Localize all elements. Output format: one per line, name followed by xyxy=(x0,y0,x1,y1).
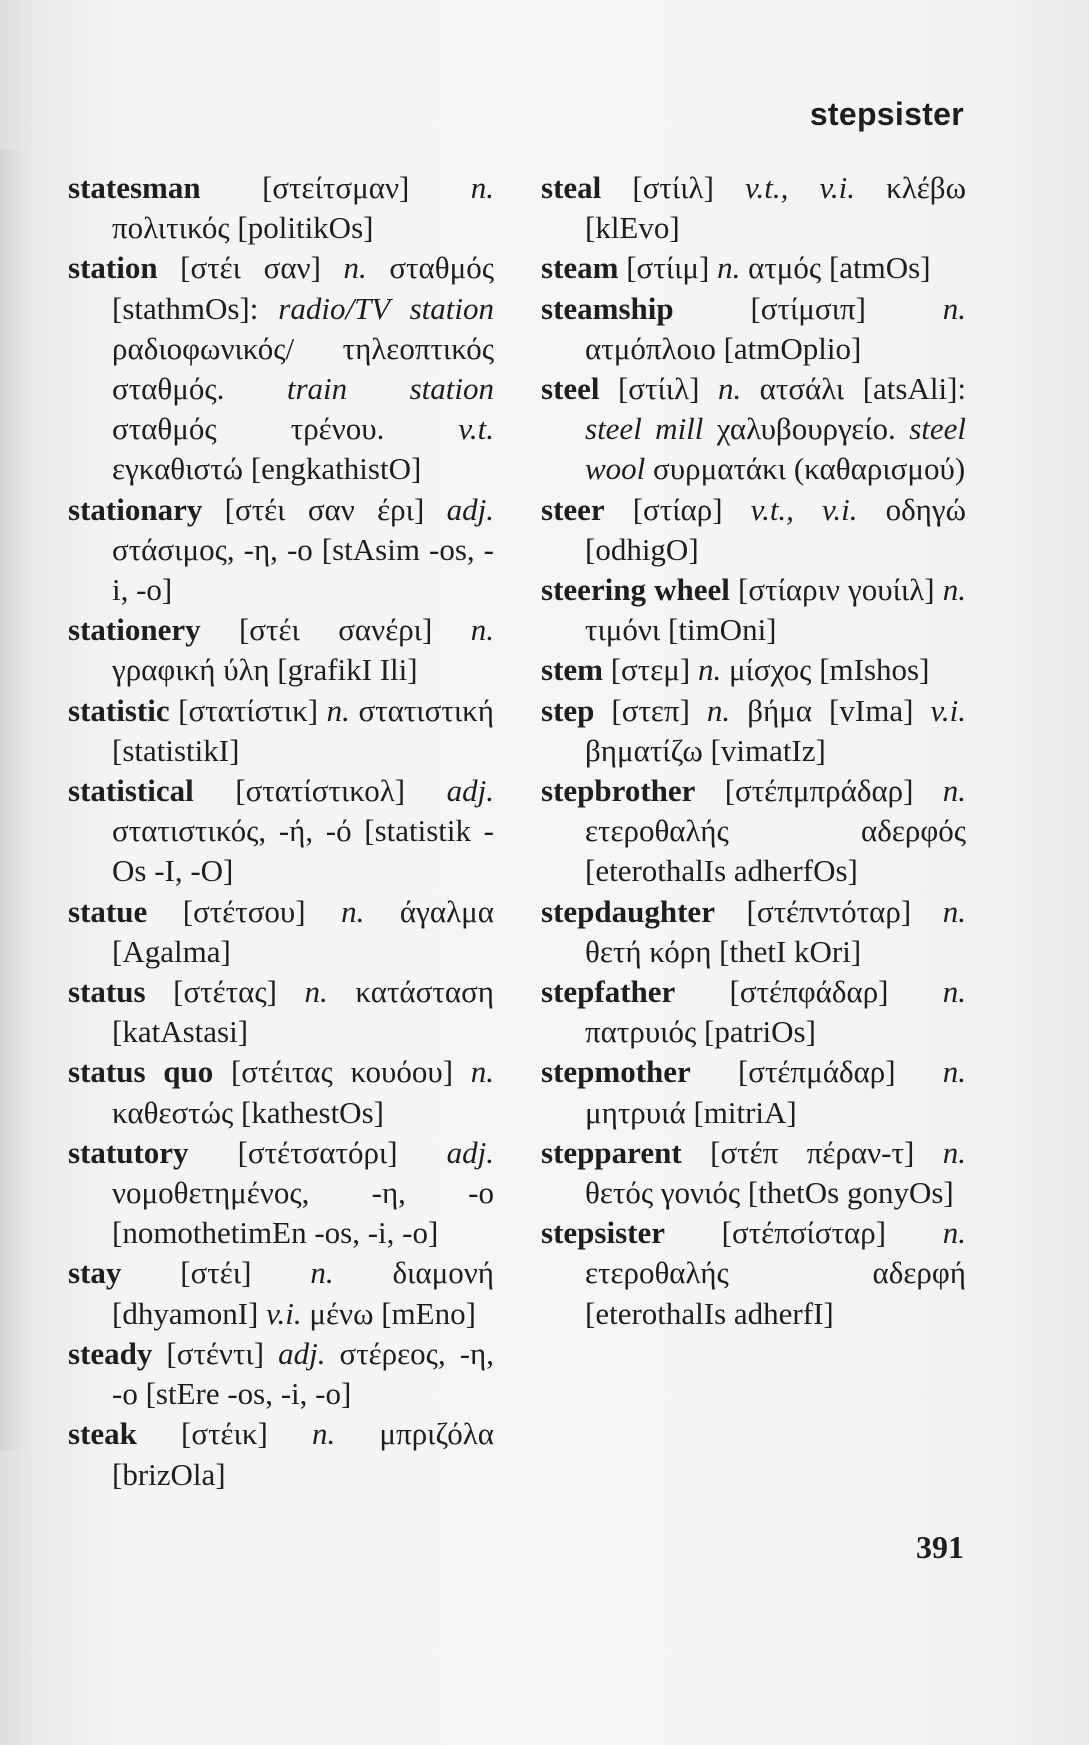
entry-headword: statutory xyxy=(68,1134,189,1170)
entry-italic-text: train station xyxy=(286,371,494,407)
page-number: 391 xyxy=(916,1529,964,1565)
dictionary-entry xyxy=(68,490,494,611)
entry-text: μένω [mEno] xyxy=(301,1295,476,1331)
entry-headword: steak xyxy=(68,1416,137,1452)
entry-text: [στίμσιπ] xyxy=(673,290,943,326)
entry-text: [στίιλ] xyxy=(601,170,746,205)
entry-text: [στέπντόταρ] xyxy=(714,893,943,929)
dictionary-entry xyxy=(541,490,966,570)
entry-text: σταθμός [stathmOs]: xyxy=(112,250,494,326)
entry-italic-text: n. xyxy=(470,1054,494,1090)
entry-headword: steam xyxy=(541,250,619,286)
dictionary-entry xyxy=(541,650,966,690)
entry-italic-text: n. xyxy=(697,652,722,688)
entry-italic-text: n. xyxy=(942,572,967,608)
entry-text: γραφική ύλη [grafikI Ili] xyxy=(112,652,418,688)
entry-text: στέρεος, -η, -ο [stEre -os, -i, -o] xyxy=(112,1335,494,1412)
entry-headword: stepdaughter xyxy=(541,893,715,929)
dictionary-entry xyxy=(541,289,966,369)
entry-text: διαμονή [dhyamonI] xyxy=(112,1255,494,1331)
entry-italic-text: n. xyxy=(326,692,350,728)
entry-text: [στίαριν γουίιλ] xyxy=(729,572,943,608)
dictionary-entry xyxy=(68,771,494,892)
entry-italic-text: n. xyxy=(312,1416,336,1452)
entry-headword: steal xyxy=(541,170,602,205)
entry-text: [στέι σαν] xyxy=(157,250,344,286)
entry-italic-text: adj. xyxy=(446,1134,494,1170)
page-edge-shadow xyxy=(0,150,26,1450)
entry-headword: status xyxy=(68,974,146,1010)
dictionary-entry xyxy=(541,1133,966,1213)
entry-headword: statistic xyxy=(68,692,170,728)
dictionary-entry xyxy=(68,248,494,489)
entry-text: πατρυιός [patriOs] xyxy=(585,1014,816,1050)
entry-text: βηματίζω [vimatIz] xyxy=(585,732,826,768)
dictionary-entry xyxy=(68,691,494,771)
entry-italic-text: n. xyxy=(942,290,966,326)
entry-headword: statesman xyxy=(68,170,201,205)
entry-headword: steamship xyxy=(541,290,674,326)
entry-text: [στέιτας κουόου] xyxy=(213,1054,471,1090)
entry-text: ατμός [atmOs] xyxy=(740,250,931,286)
entry-headword: stepmother xyxy=(541,1054,691,1090)
dictionary-entry xyxy=(541,972,966,1052)
entry-headword: station xyxy=(68,250,158,286)
entry-text: [στεπ] xyxy=(594,692,707,728)
entry-headword: stepparent xyxy=(541,1134,682,1170)
entry-italic-text: v.i. xyxy=(930,692,967,728)
entry-text: μίσχος [mIshos] xyxy=(721,652,930,688)
dictionary-entry xyxy=(541,892,966,972)
entry-italic-text: v.t., v.i. xyxy=(745,170,856,205)
dictionary-entry xyxy=(541,771,966,892)
entry-text: μπριζόλα [brizOla] xyxy=(112,1416,494,1492)
entry-italic-text: n. xyxy=(304,974,328,1010)
entry-italic-text: v.t., v.i. xyxy=(750,491,858,527)
entry-headword: stationery xyxy=(68,612,201,648)
entry-text: θετή κόρη [thetI kOri] xyxy=(585,933,862,969)
left-column xyxy=(68,168,494,1495)
entry-italic-text: adj. xyxy=(446,491,494,527)
dictionary-entry xyxy=(68,1253,494,1333)
entry-italic-text: steel wool xyxy=(585,411,966,487)
running-head-guide-word: stepsister xyxy=(809,96,964,132)
entry-text: [στατίστικολ] xyxy=(193,773,447,809)
entry-italic-text: n. xyxy=(942,974,966,1010)
entry-text: οδηγώ [odhigO] xyxy=(585,491,966,567)
entry-italic-text: radio/TV station xyxy=(278,290,494,326)
entry-headword: steer xyxy=(541,491,605,527)
dictionary-entry xyxy=(68,892,494,972)
entry-text: ετεροθαλής αδερφός [eterothalIs adherfOs] xyxy=(585,813,966,889)
dictionary-entry xyxy=(68,1414,494,1494)
entry-italic-text: n. xyxy=(341,893,365,929)
entry-headword: stepfather xyxy=(541,974,676,1010)
entry-headword: status quo xyxy=(68,1054,214,1090)
right-column xyxy=(541,168,966,1334)
entry-text: [στατίστικ] xyxy=(169,692,327,728)
entry-text: κλέβω [klEvo] xyxy=(585,170,966,246)
entry-text: [στέτσου] xyxy=(147,893,342,929)
entry-text: [στίιμ] xyxy=(618,250,718,286)
entry-headword: stationary xyxy=(68,491,203,527)
dictionary-entry xyxy=(541,1052,966,1132)
entry-italic-text: n. xyxy=(942,1134,966,1170)
entry-text: στατιστική [statistikI] xyxy=(112,692,494,768)
entry-text: ατσάλι [atsAli]: xyxy=(741,371,967,407)
entry-text: νομοθετημένος, -η, -ο [nomothetimEn -os, -i, -o] xyxy=(112,1175,494,1251)
entry-text: [στείτσμαν] xyxy=(200,170,471,205)
entry-italic-text: n. xyxy=(717,371,742,407)
dictionary-entry xyxy=(68,972,494,1052)
entry-italic-text: n. xyxy=(942,1054,966,1090)
entry-headword: stepsister xyxy=(541,1215,665,1251)
dictionary-entry xyxy=(541,248,966,288)
entry-italic-text: v.t. xyxy=(458,411,494,447)
entry-text: στάσιμος, -η, -ο [stAsim -os, -i, -o] xyxy=(112,531,494,608)
entry-text: [στέι σανέρι] xyxy=(200,612,471,648)
entry-italic-text: v.i. xyxy=(266,1295,302,1331)
entry-italic-text: n. xyxy=(942,893,966,929)
entry-text: [στίαρ] xyxy=(604,491,751,527)
dictionary-entry xyxy=(541,1213,966,1334)
entry-headword: steering wheel xyxy=(541,572,730,608)
entry-italic-text: n. xyxy=(717,250,741,286)
entry-headword: stay xyxy=(68,1255,122,1291)
entry-text: [στέι σαν έρι] xyxy=(202,491,447,527)
entry-text: χαλυβουργείο. xyxy=(703,411,910,447)
entry-italic-text: adj. xyxy=(446,773,494,809)
entry-text: [στέπμπράδαρ] xyxy=(695,773,943,809)
entry-text: βήμα [vIma] xyxy=(730,692,931,728)
entry-italic-text: n. xyxy=(942,1215,966,1251)
entry-headword: stepbrother xyxy=(541,773,696,809)
entry-text: [στέπφάδαρ] xyxy=(675,974,943,1010)
entry-italic-text: n. xyxy=(706,692,731,728)
entry-italic-text: n. xyxy=(310,1255,334,1291)
dictionary-entry xyxy=(541,691,966,771)
entry-text: σταθμός τρένου. xyxy=(112,411,459,447)
entry-italic-text: adj. xyxy=(278,1335,326,1371)
entry-text: ατμόπλοιο [atmOplio] xyxy=(585,330,862,366)
entry-text: ετεροθαλής αδερφή [eterothalIs adherfI] xyxy=(585,1255,966,1331)
entry-headword: step xyxy=(541,692,595,728)
entry-headword: steel xyxy=(541,371,600,407)
entry-text: στατιστικός, -ή, -ό [statistik -Os -I, -O] xyxy=(112,813,494,889)
entry-italic-text: n. xyxy=(470,170,494,205)
entry-italic-text: n. xyxy=(343,250,367,286)
entry-text: τιμόνι [timOni] xyxy=(585,612,777,648)
dictionary-entry xyxy=(68,610,494,690)
entry-text: άγαλμα [Agalma] xyxy=(112,893,494,969)
dictionary-entry xyxy=(541,369,966,490)
entry-text: καθεστώς [kathestOs] xyxy=(112,1094,384,1130)
dictionary-entry xyxy=(68,1334,494,1414)
entry-text: [στέι] xyxy=(121,1255,311,1291)
entry-text: [στέπ πέραν-τ] xyxy=(681,1134,943,1170)
dictionary-entry xyxy=(68,1133,494,1254)
entry-text: θετός γονιός [thetOs gonyOs] xyxy=(585,1175,954,1211)
entry-text: συρματάκι (καθαρισμού) xyxy=(645,451,966,487)
entry-text: πολιτικός [politikOs] xyxy=(112,210,374,246)
entry-text: μητρυιά [mitriA] xyxy=(585,1094,797,1130)
entry-headword: stem xyxy=(541,652,603,688)
entry-text: κατάσταση [katAstasi] xyxy=(112,974,495,1050)
entry-italic-text: steel mill xyxy=(585,411,704,447)
entry-text: [στίιλ] xyxy=(599,371,718,407)
entry-text: [στέτσατόρι] xyxy=(188,1134,447,1170)
entry-italic-text: n. xyxy=(470,612,494,648)
entry-text: εγκαθιστώ [engkathistO] xyxy=(112,451,422,487)
dictionary-entry xyxy=(541,570,966,650)
entry-text: [στέτας] xyxy=(145,974,305,1010)
dictionary-entry xyxy=(541,168,966,248)
entry-headword: statistical xyxy=(68,773,194,809)
entry-text: ραδιοφωνικός/ τηλεοπτικός σταθμός. xyxy=(112,330,494,407)
entry-italic-text: n. xyxy=(942,773,966,809)
entry-text: [στέντι] xyxy=(152,1335,279,1371)
entry-text: [στέικ] xyxy=(136,1416,313,1452)
entry-headword: statue xyxy=(68,893,148,929)
dictionary-entry xyxy=(68,1052,494,1132)
entry-text: [στεμ] xyxy=(602,652,698,688)
entry-headword: steady xyxy=(68,1335,153,1371)
dictionary-entry xyxy=(68,168,494,248)
entry-text: [στέπσίσταρ] xyxy=(664,1215,943,1251)
entry-text: [στέπμάδαρ] xyxy=(690,1054,943,1090)
